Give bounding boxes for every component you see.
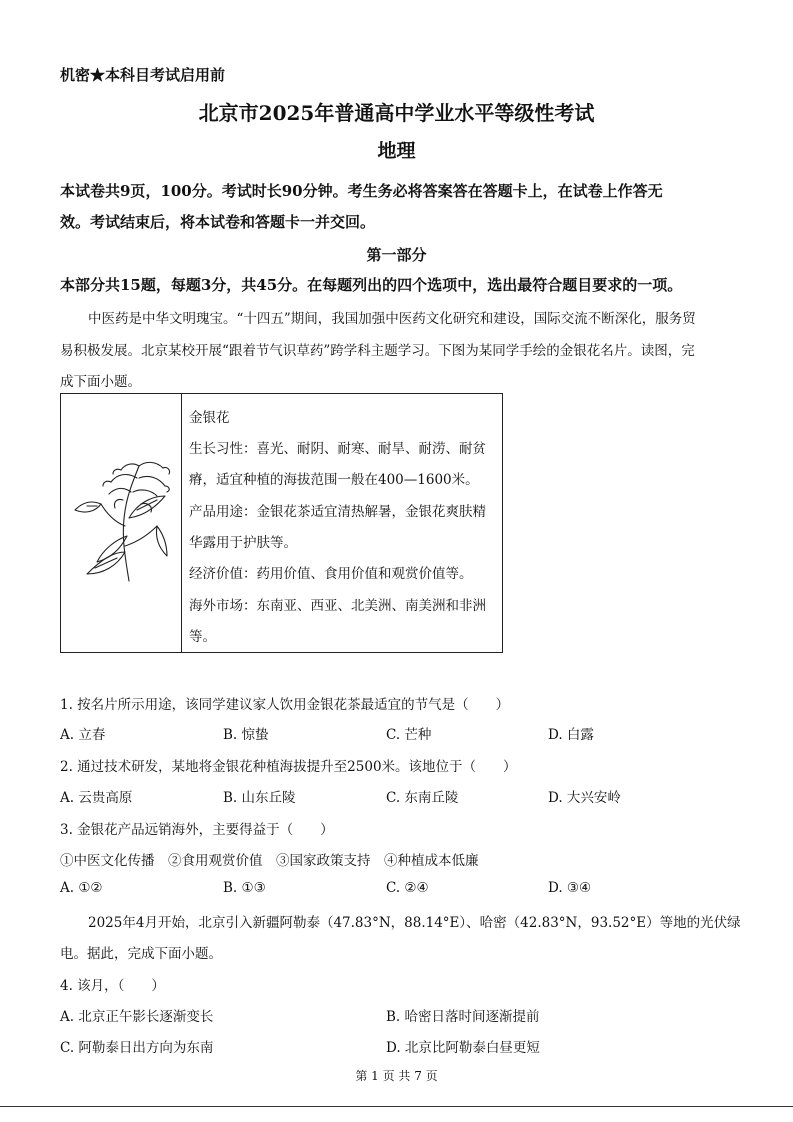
question-1-stem: 1. 按名片所示用途，该同学建议家人饮用金银花茶最适宜的节气是（ ）	[60, 697, 510, 713]
card-line-habit-2: 瘠，适宜种植的海拔范围一般在400—1600米。	[189, 472, 479, 488]
question-2-option-c: C. 东南丘陵	[386, 790, 459, 806]
passage-2-line-2: 电。据此，完成下面小题。	[60, 946, 222, 962]
instructions-line-2: 效。考试结束后，将本试卷和答题卡一并交回。	[60, 213, 376, 231]
question-3-option-a: A. ①②	[60, 880, 103, 896]
question-4-stem: 4. 该月，（ ）	[60, 978, 165, 994]
exam-title: 北京市2025年普通高中学业水平等级性考试	[198, 101, 595, 125]
question-4-option-a: A. 北京正午影长逐渐变长	[60, 1009, 214, 1025]
question-1-option-b: B. 惊蛰	[223, 727, 269, 743]
passage-1-line-2: 易积极发展。北京某校开展“跟着节气识草药”跨学科主题学习。下图为某同学手绘的金银花名片。读图，完	[60, 343, 695, 359]
question-2-option-a: A. 云贵高原	[60, 790, 133, 806]
subject-title: 地理	[377, 140, 416, 162]
honeysuckle-illustration	[67, 456, 175, 586]
passage-1-line-1: 中医药是中华文明瑰宝。“十四五”期间，我国加强中医药文化研究和建设，国际交流不断深化，服务贸	[88, 311, 696, 327]
question-4-option-c: C. 阿勒泰日出方向为东南	[60, 1040, 214, 1056]
question-4-option-d: D. 北京比阿勒泰白昼更短	[386, 1040, 540, 1056]
question-3-items: ①中医文化传播 ②食用观赏价值 ③国家政策支持 ④种植成本低廉	[60, 853, 479, 869]
passage-1-line-3: 成下面小题。	[60, 374, 141, 390]
confidential-label: 机密★本科目考试启用前	[60, 66, 226, 84]
question-1-option-a: A. 立春	[60, 727, 106, 743]
bottom-rule	[0, 1106, 793, 1107]
question-3-stem: 3. 金银花产品远销海外，主要得益于（ ）	[60, 822, 334, 838]
card-line-use-2: 华露用于护肤等。	[189, 535, 297, 551]
question-3-option-c: C. ②④	[386, 880, 429, 896]
question-1-option-c: C. 芒种	[386, 727, 432, 743]
card-line-use-1: 产品用途：金银花茶适宜清热解暑，金银花爽肤精	[189, 504, 486, 520]
instructions-line-1: 本试卷共9页，100分。考试时长90分钟。考生务必将答案答在答题卡上，在试卷上作答无	[60, 182, 663, 200]
question-1-option-d: D. 白露	[548, 727, 594, 743]
question-4-option-b: B. 哈密日落时间逐渐提前	[386, 1009, 540, 1025]
question-2-option-b: B. 山东丘陵	[223, 790, 296, 806]
page-number: 第 1 页 共 7 页	[355, 1069, 438, 1083]
card-line-name: 金银花	[189, 410, 230, 426]
card-line-market-2: 等。	[189, 629, 216, 645]
card-line-value: 经济价值：药用价值、食用价值和观赏价值等。	[189, 566, 473, 582]
part-one-rule: 本部分共15题，每题3分，共45分。在每题列出的四个选项中，选出最符合题目要求的一项。	[60, 276, 683, 294]
question-3-option-d: D. ③④	[548, 880, 592, 896]
honeysuckle-card	[60, 393, 503, 653]
card-line-market-1: 海外市场：东南亚、西亚、北美洲、南美洲和非洲	[189, 598, 486, 614]
part-one-title: 第一部分	[366, 246, 427, 264]
question-2-option-d: D. 大兴安岭	[548, 790, 621, 806]
passage-2-line-1: 2025年4月开始，北京引入新疆阿勒泰（47.83°N，88.14°E）、哈密（42.83°N，93.52°E）等地的光伏绿	[88, 915, 741, 931]
card-line-habit-1: 生长习性：喜光、耐阴、耐寒、耐旱、耐涝、耐贫	[189, 441, 486, 457]
question-3-option-b: B. ①③	[223, 880, 266, 896]
card-divider	[181, 394, 182, 652]
question-2-stem: 2. 通过技术研发，某地将金银花种植海拔提升至2500米。该地位于（ ）	[60, 759, 517, 775]
